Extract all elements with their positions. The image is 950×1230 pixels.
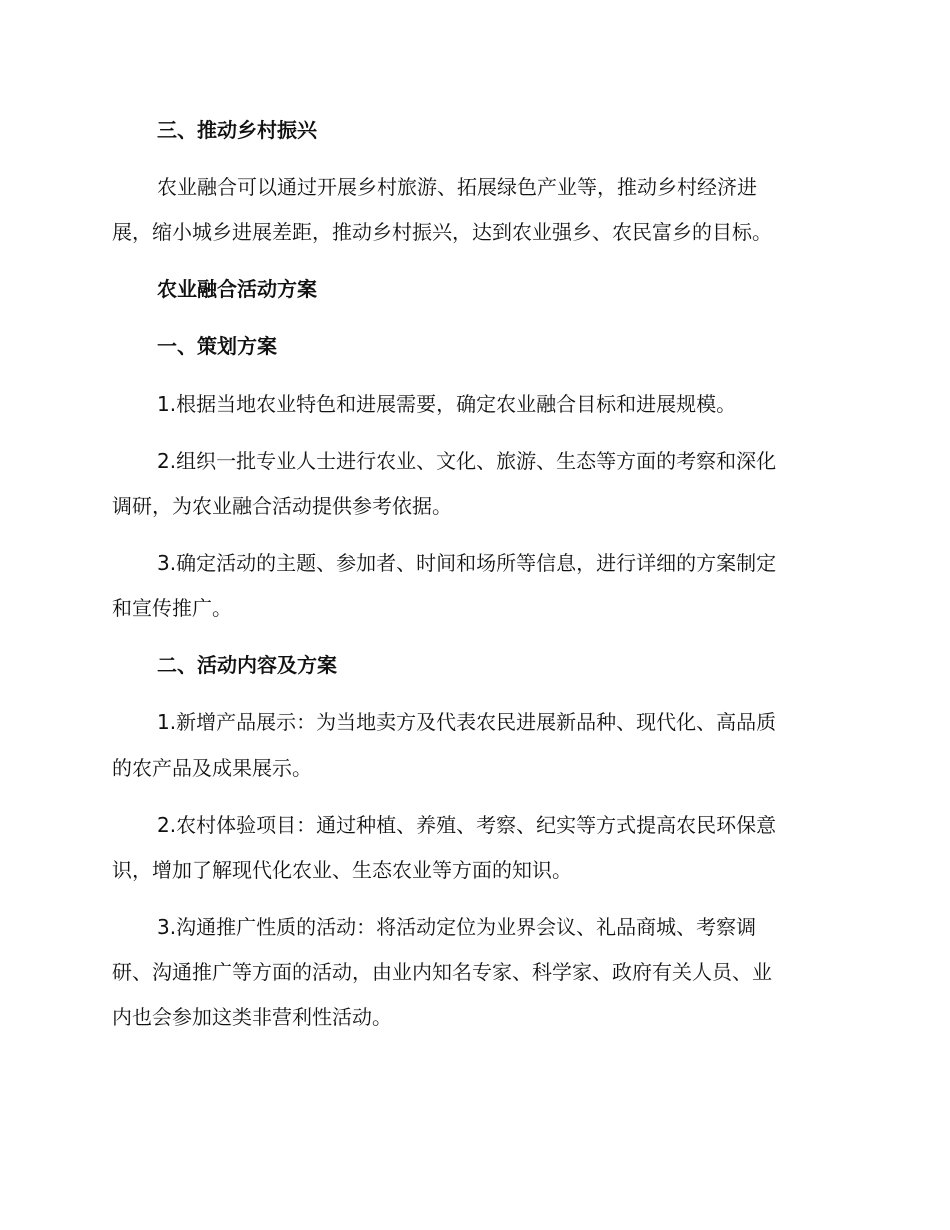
part2-item1-line1: 1.新增产品展示：为当地卖方及代表农民进展新品种、现代化、高品质 <box>157 710 777 734</box>
part2-item3-line1: 3.沟通推广性质的活动：将活动定位为业界会议、礼品商城、考察调 <box>157 915 757 939</box>
section3-paragraph-line2: 展，缩小城乡进展差距，推动乡村振兴，达到农业强乡、农民富乡的目标。 <box>112 220 772 244</box>
part1-item2-line1: 2.组织一批专业人士进行农业、文化、旅游、生态等方面的考察和深化 <box>157 449 777 473</box>
part1-item1: 1.根据当地农业特色和进展需要，确定农业融合目标和进展规模。 <box>157 392 737 416</box>
part1-item2-line2: 调研，为农业融合活动提供参考依据。 <box>112 494 452 518</box>
part2-item3-line3: 内也会参加这类非营利性活动。 <box>112 1005 392 1029</box>
part1-heading: 一、策划方案 <box>157 334 277 358</box>
part2-item2-line2: 识，增加了解现代化农业、生态农业等方面的知识。 <box>112 858 572 882</box>
plan-title: 农业融合活动方案 <box>157 277 317 301</box>
part1-item3-line2: 和宣传推广。 <box>112 596 232 620</box>
part2-item3-line2: 研、沟通推广等方面的活动，由业内知名专家、科学家、政府有关人员、业 <box>112 960 772 984</box>
section3-heading: 三、推动乡村振兴 <box>157 118 317 142</box>
part2-heading: 二、活动内容及方案 <box>157 653 337 677</box>
part2-item2-line1: 2.农村体验项目：通过种植、养殖、考察、纪实等方式提高农民环保意 <box>157 813 777 837</box>
section3-paragraph-line1: 农业融合可以通过开展乡村旅游、拓展绿色产业等，推动乡村经济进 <box>157 175 757 199</box>
part1-item3-line1: 3.确定活动的主题、参加者、时间和场所等信息，进行详细的方案制定 <box>157 551 777 575</box>
part2-item1-line2: 的农产品及成果展示。 <box>112 756 312 780</box>
